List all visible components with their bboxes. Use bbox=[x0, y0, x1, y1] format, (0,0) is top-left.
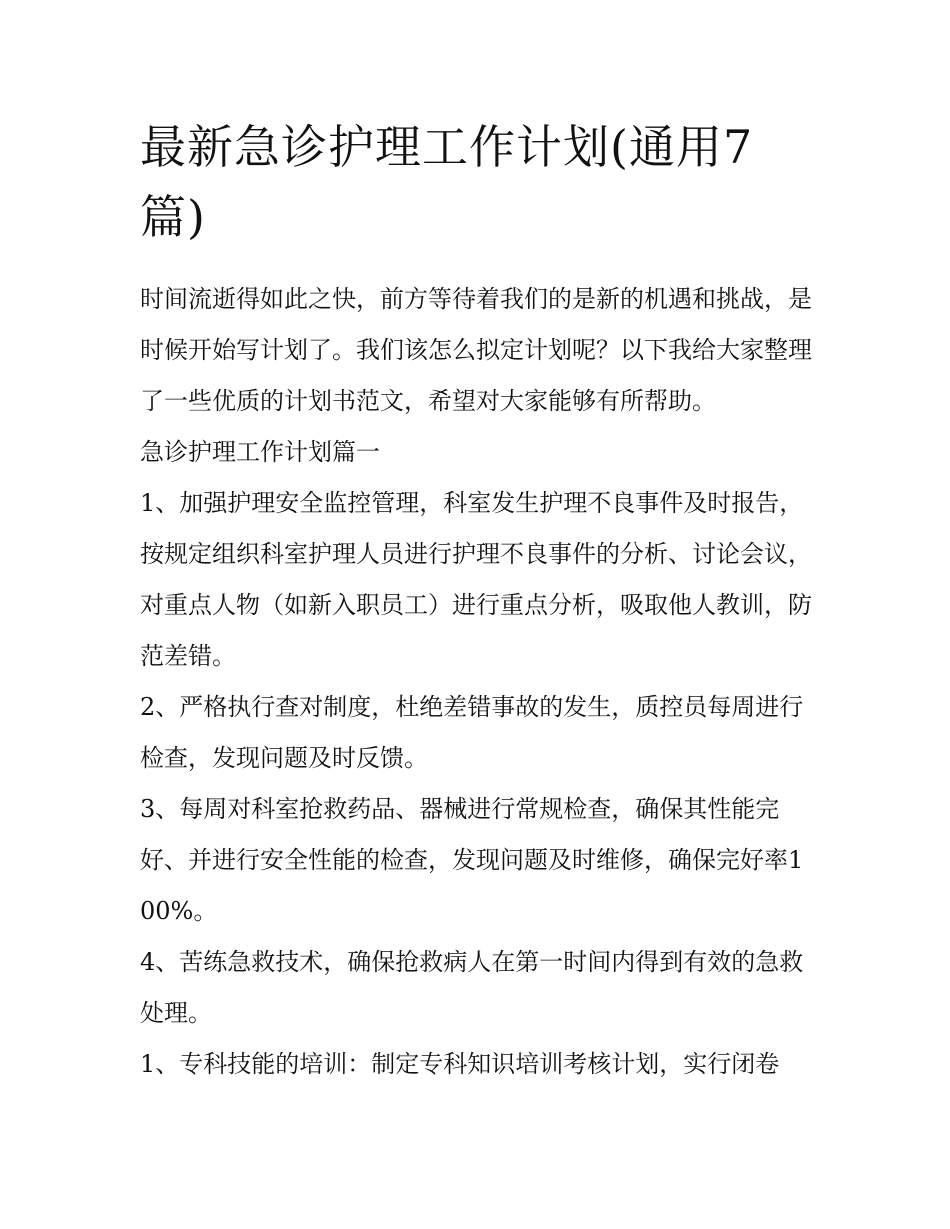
list-item: 4、苦练急救技术，确保抢救病人在第一时间内得到有效的急救处理。 bbox=[140, 948, 804, 1027]
section-heading: 急诊护理工作计划篇一 bbox=[140, 438, 380, 466]
intro-paragraph: 时间流逝得如此之快，前方等待着我们的是新的机遇和挑战，是时候开始写计划了。我们该怎么拟定计划呢？以下我给大家整理了一些优质的计划书范文，希望对大家能够有所帮助。 bbox=[140, 285, 812, 415]
list-item: 1、加强护理安全监控管理，科室发生护理不良事件及时报告，按规定组织科室护理人员进行护理不良事件的分析、讨论会议，对重点人物（如新入职员工）进行重点分析，吸取他人教训，防范差错。 bbox=[140, 489, 812, 670]
document-title: 最新急诊护理工作计划(通用7篇) bbox=[140, 120, 754, 244]
list-item: 2、严格执行查对制度，杜绝差错事故的发生，质控员每周进行检查，发现问题及时反馈。 bbox=[140, 693, 804, 772]
document-content bbox=[140, 112, 816, 1090]
list-item: 1、专科技能的培训：制定专科知识培训考核计划，实行闭卷 bbox=[140, 1050, 780, 1078]
list-item: 3、每周对科室抢救药品、器械进行常规检查，确保其性能完好、并进行安全性能的检查，发现问题及时维修，确保完好率100%。 bbox=[140, 795, 804, 925]
document-body bbox=[140, 274, 816, 1090]
